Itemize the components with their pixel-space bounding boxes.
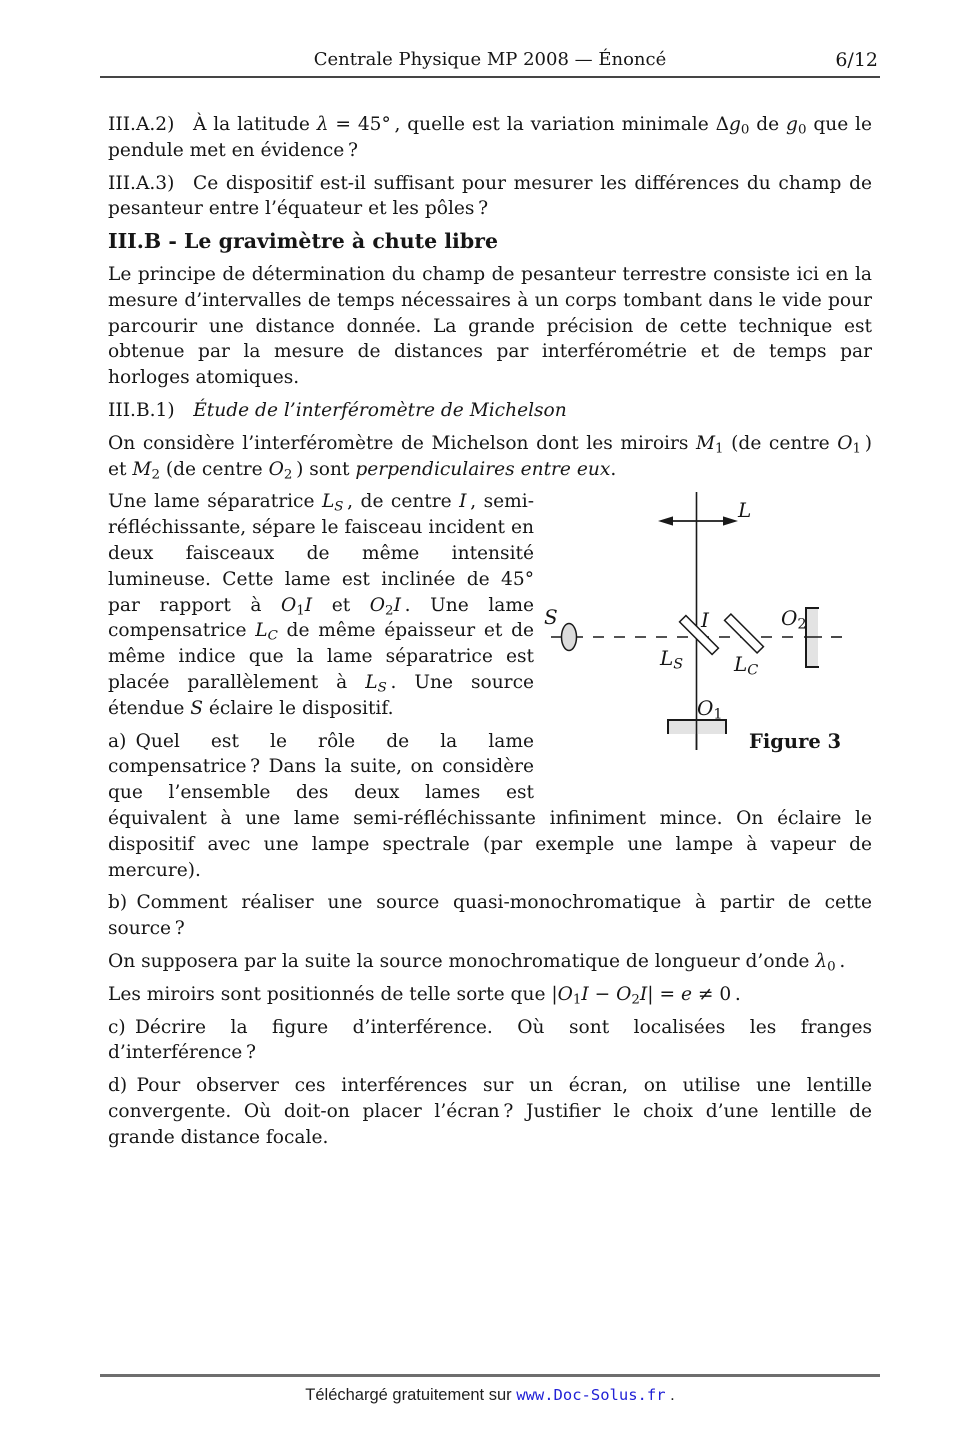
label-LC: LC xyxy=(734,652,759,679)
arrowhead-right-icon xyxy=(723,517,738,526)
figure-3 xyxy=(540,489,872,795)
section-heading-III-B: III.B - Le gravimètre à chute libre xyxy=(108,229,499,254)
footer-suffix: . xyxy=(665,1386,675,1404)
footer-text xyxy=(100,1386,880,1405)
compensator-plate xyxy=(725,614,764,653)
question-a: a) Quel est le rôle de la lame compensatrice ? Dans la suite, on considère que l’ensemble des deux lames est équivalent à une lame semi-réfléchissante infiniment mince. On éclaire le dispositif avec une lampe spectrale (par exemple une lampe à vapeur de mercure). xyxy=(108,730,872,881)
paragraph-miroirs-position: Les miroirs sont positionnés de telle sorte que |O1I − O2I| = e ≠ 0 . xyxy=(108,983,741,1008)
source-ellipse xyxy=(562,624,577,651)
label-O1: O1 xyxy=(697,696,723,723)
question-III-A-3: III.A.3) Ce dispositif est-il suffisant pour mesurer les différences du champ de pesanteur entre l’équateur et les pôles ? xyxy=(108,172,872,220)
paragraph-gravimetre-intro: Le principe de détermination du champ de pesanteur terrestre consiste ici en la mesure d’intervalles de temps nécessaires à un corps tombant dans le vide pour parcourir une distance donnée. La grande précision de cette technique est obtenue par la mesure de distances par interférométrie et de temps par horloges atomiques. xyxy=(108,263,872,389)
paragraph-michelson: On considère l’interféromètre de Michelson dont les miroirs M1 (de centre O1 ) et M2 (de centre O2 ) sont perpendiculaires entre eux. xyxy=(108,432,873,482)
header-title: Centrale Physique MP 2008 — Énoncé xyxy=(313,49,667,70)
beamsplitter-plate xyxy=(680,616,719,655)
page-footer xyxy=(100,1374,880,1405)
page-header xyxy=(100,50,880,78)
question-b: b) Comment réaliser une source quasi-monochromatique à partir de cette source ? xyxy=(108,892,872,940)
footer-link[interactable]: www.Doc-Solus.fr xyxy=(516,1386,666,1404)
paragraph-lame-separatrice: Une lame séparatrice LS , de centre I , semi-réfléchissante, sépare le faisceau incident en deux faisceaux de même intensité lumineuse. Cette lame est inclinée de 45° par rapport à O1I et O2I . Une lame compensatrice LC de même épaisseur et de même indice que la lame séparatrice est placée parallèlement à LS . Une source étendue S éclaire le dispositif. xyxy=(108,491,535,719)
label-S: S xyxy=(544,605,558,630)
label-O2: O2 xyxy=(781,606,807,633)
question-d: d) Pour observer ces interférences sur un écran, on utilise une lentille convergente. Où doit-on placer l’écran ? Justifier le choix d’une lentille de grande distance focale. xyxy=(108,1075,872,1148)
label-L: L xyxy=(738,498,752,523)
footer-rule xyxy=(100,1374,880,1377)
arrowhead-left-icon xyxy=(658,517,673,526)
footer-prefix: Téléchargé gratuitement sur xyxy=(305,1386,517,1404)
page-number: 6/12 xyxy=(835,49,878,71)
paragraph-monochromatique: On supposera par la suite la source monochromatique de longueur d’onde λ0 . xyxy=(108,950,846,975)
label-LS: LS xyxy=(660,646,684,673)
question-III-A-2: III.A.2) À la latitude λ = 45° , quelle est la variation minimale Δg0 de g0 que le pendule met en évidence ? xyxy=(108,114,872,161)
figure-caption: Figure 3 xyxy=(749,730,842,754)
subsection-heading-III-B-1: III.B.1) Étude de l’interféromètre de Michelson xyxy=(108,399,567,421)
question-c: c) Décrire la figure d’interférence. Où sont localisées les franges d’interférence ? xyxy=(108,1016,872,1064)
document-body xyxy=(108,112,872,1157)
label-I: I xyxy=(701,608,709,633)
